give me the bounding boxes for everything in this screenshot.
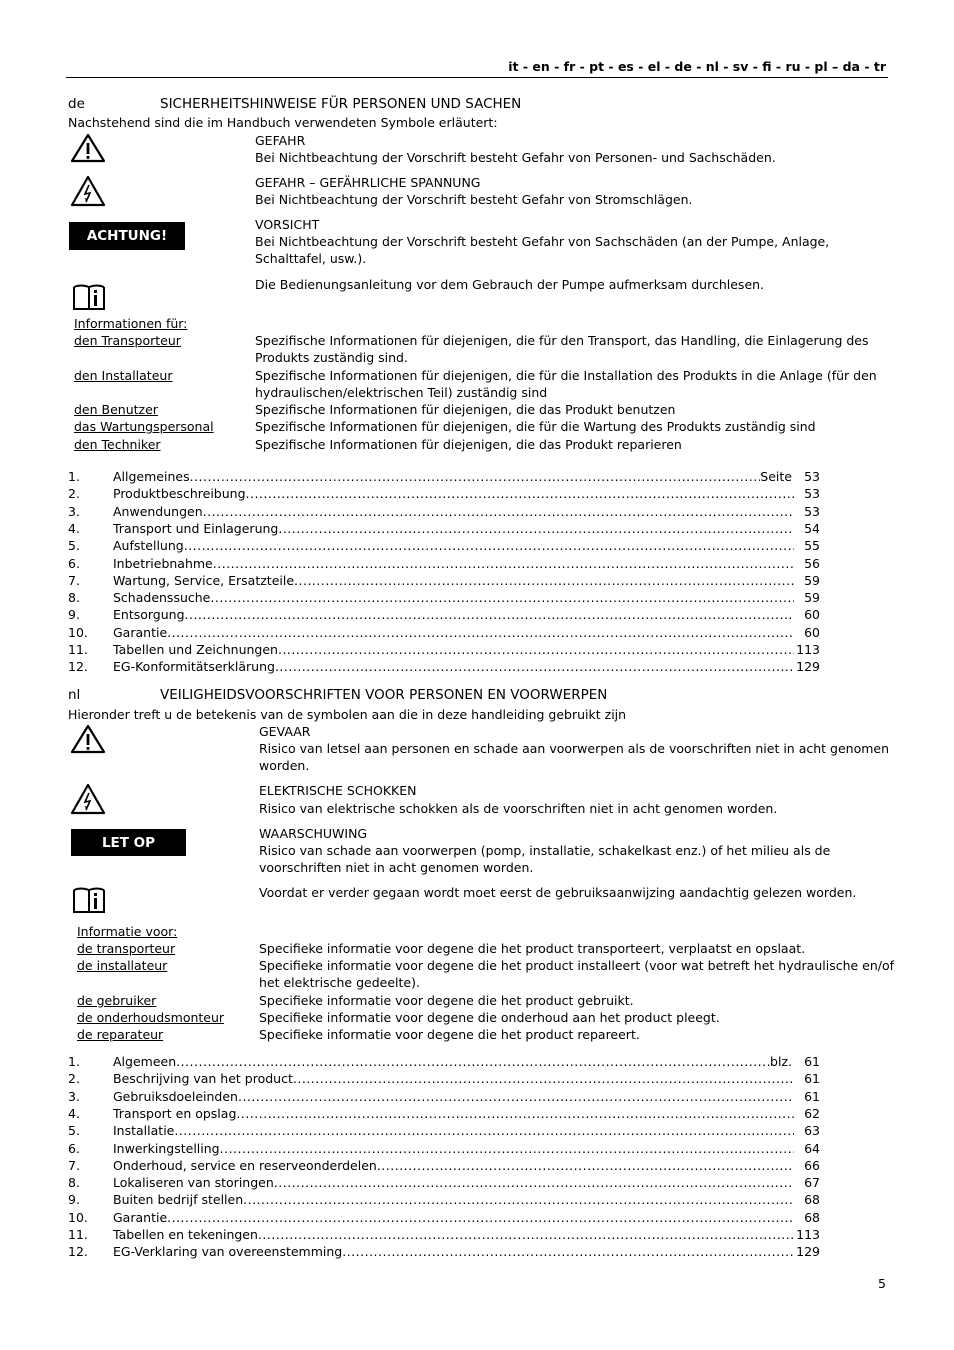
toc-line — [113, 468, 820, 485]
symbol-title: VORSICHT — [255, 217, 320, 232]
info-label: de transporteur — [77, 941, 176, 956]
info-label: den Techniker — [74, 437, 161, 452]
toc-leader-dots — [278, 520, 794, 537]
toc-line — [113, 1226, 820, 1243]
toc-line — [113, 572, 820, 589]
let-op-warning-box: LET OP — [71, 829, 186, 856]
section-intro-nl: Hieronder treft u de betekenis van de symbolen aan die in deze handleiding gebruikt zijn — [68, 707, 627, 722]
toc-page-number: 129 — [796, 1244, 820, 1260]
toc-label: Inbetriebnahme — [113, 555, 213, 571]
toc-line — [113, 1157, 820, 1174]
toc-line — [113, 624, 820, 641]
toc-leader-dots — [176, 1053, 770, 1070]
toc-row — [68, 503, 820, 520]
toc-leader-dots — [275, 658, 794, 675]
toc-row — [68, 1140, 820, 1157]
toc-row — [68, 1122, 820, 1139]
toc-label: Schadenssuche — [113, 590, 211, 606]
toc-leader-dots — [258, 1226, 794, 1243]
toc-row — [68, 1174, 820, 1191]
toc-label: Gebruiksdoeleinden — [113, 1088, 238, 1104]
toc-label: Tabellen und Zeichnungen — [113, 642, 278, 657]
toc-page-number: 56 — [804, 555, 820, 571]
toc-leader-dots — [190, 468, 761, 485]
toc-number: 4. — [68, 1105, 80, 1121]
toc-row — [68, 1157, 820, 1174]
toc-leader-dots — [213, 555, 794, 572]
toc-leader-dots — [210, 589, 794, 606]
toc-line — [113, 1140, 820, 1157]
toc-leader-dots — [294, 572, 794, 589]
info-text: Spezifische Informationen für diejenigen, die das Produkt reparieren — [255, 437, 682, 452]
toc-row — [68, 1070, 820, 1087]
toc-row — [68, 1243, 820, 1260]
toc-row — [68, 468, 820, 485]
toc-label: Aufstellung — [113, 538, 184, 554]
info-text: Specifieke informatie voor degene die het product gebruikt. — [259, 993, 634, 1008]
toc-number: 8. — [68, 1175, 80, 1191]
toc-number: 2. — [68, 486, 80, 502]
toc-leader-dots — [238, 1088, 794, 1105]
section-title-de: SICHERHEITSHINWEISE FÜR PERSONEN UND SACHEN — [160, 96, 522, 112]
section-code-nl: nl — [68, 687, 81, 703]
toc-page-number: 62 — [804, 1105, 820, 1121]
symbol-text: Risico van schade aan voorwerpen (pomp, installatie, schakelkast enz.) of het milieu als de — [259, 843, 831, 858]
symbol-text: Schalttafel, usw.). — [255, 251, 367, 266]
toc-label: Entsorgung — [113, 607, 185, 623]
toc-leader-dots — [243, 1191, 794, 1208]
info-label: den Benutzer — [74, 402, 158, 417]
toc-page-number: 55 — [804, 538, 820, 554]
header-rule — [66, 77, 888, 78]
toc-row — [68, 537, 820, 554]
toc-line — [113, 537, 820, 554]
toc-page-word: blz. — [770, 1054, 792, 1069]
toc-label: Allgemeines — [113, 469, 190, 484]
toc-line — [113, 485, 820, 502]
toc-row — [68, 572, 820, 589]
info-text: Spezifische Informationen für diejenigen, die für die Wartung des Produkts zuständig sind — [255, 419, 816, 434]
toc-page-word: Seite — [760, 469, 792, 484]
toc-row — [68, 1209, 820, 1226]
info-text: hydraulischen/elektrischen Teil) zuständig sind — [255, 385, 548, 400]
toc-page-number: 60 — [804, 607, 820, 623]
toc-number: 3. — [68, 503, 80, 519]
toc-leader-dots — [185, 606, 794, 623]
info-label: den Transporteur — [74, 333, 181, 348]
info-label: de reparateur — [77, 1027, 164, 1042]
toc-number: 10. — [68, 624, 88, 640]
toc-leader-dots — [236, 1105, 794, 1122]
toc-line — [113, 1174, 820, 1191]
toc-page-number: 54 — [804, 520, 820, 536]
toc-row — [68, 589, 820, 606]
symbol-text: Bei Nichtbeachtung der Vorschrift besteht Gefahr von Sachschäden (an der Pumpe, Anlage, — [255, 234, 830, 249]
toc-label: Wartung, Service, Ersatzteile — [113, 572, 295, 588]
info-text: Produkts zuständig sind. — [255, 350, 408, 365]
toc-label: Installatie — [113, 1123, 175, 1139]
toc-label: Anwendungen — [113, 503, 203, 519]
toc-line — [113, 1070, 820, 1087]
manual-info-icon — [72, 283, 106, 311]
achtung-warning-box: ACHTUNG! — [69, 222, 185, 250]
toc-line — [113, 555, 820, 572]
toc-row — [68, 555, 820, 572]
toc-line — [113, 1209, 820, 1226]
toc-page-number: 53 — [804, 503, 820, 519]
toc-page-number: 61 — [804, 1071, 820, 1087]
toc-page-number: 53 — [804, 486, 820, 502]
info-text: Spezifische Informationen für diejenigen, die für den Transport, das Handling, die Einlagerung des — [255, 333, 869, 348]
toc-number: 1. — [68, 469, 80, 484]
toc-label: Beschrijving van het product — [113, 1071, 293, 1087]
toc-label: Algemeen — [113, 1054, 177, 1069]
warning-triangle-icon — [70, 724, 106, 754]
toc-line — [113, 503, 820, 520]
toc-label: Transport en opslag — [113, 1105, 237, 1121]
toc-number: 12. — [68, 659, 88, 675]
symbol-text: worden. — [259, 758, 310, 773]
section-intro-de: Nachstehend sind die im Handbuch verwendeten Symbole erläutert: — [68, 115, 498, 130]
info-label: de onderhoudsmonteur — [77, 1010, 225, 1025]
toc-number: 6. — [68, 1140, 80, 1156]
page-number: 5 — [878, 1276, 886, 1291]
toc-number: 6. — [68, 555, 80, 571]
toc-row — [68, 606, 820, 623]
toc-label: Produktbeschreibung — [113, 486, 246, 502]
manual-info-icon — [72, 886, 106, 914]
toc-number: 9. — [68, 607, 80, 623]
toc-row — [68, 485, 820, 502]
toc-page-number: 68 — [804, 1192, 820, 1208]
symbol-text: Bei Nichtbeachtung der Vorschrift besteht Gefahr von Personen- und Sachschäden. — [255, 150, 776, 165]
toc-line — [113, 1053, 820, 1070]
info-text: Spezifische Informationen für diejenigen, die für die Installation des Produkts in die Anlage (für den — [255, 368, 877, 383]
toc-row — [68, 624, 820, 641]
toc-label: Garantie — [113, 1209, 168, 1225]
toc-leader-dots — [342, 1243, 794, 1260]
info-text: het elektrische gedeelte). — [259, 975, 420, 990]
toc-label: Buiten bedrijf stellen — [113, 1192, 244, 1208]
toc-page-number: 67 — [804, 1175, 820, 1191]
toc-number: 2. — [68, 1071, 80, 1087]
electric-hazard-icon — [70, 783, 106, 815]
toc-label: EG-Verklaring van overeenstemming — [113, 1244, 343, 1260]
info-text: Specifieke informatie voor degene die onderhoud aan het product pleegt. — [259, 1010, 720, 1025]
toc-number: 12. — [68, 1244, 88, 1260]
manual-note: Die Bedienungsanleitung vor dem Gebrauch der Pumpe aufmerksam durchlesen. — [255, 277, 765, 292]
toc-page-number: 61 — [804, 1054, 820, 1069]
info-label: de gebruiker — [77, 993, 157, 1008]
symbol-title: ELEKTRISCHE SCHOKKEN — [259, 783, 417, 798]
toc-row — [68, 1226, 820, 1243]
language-list: it - en - fr - pt - es - el - de - nl - sv - fi - ru - pl – da - tr — [508, 59, 886, 74]
toc-number: 5. — [68, 1123, 80, 1139]
toc-line — [113, 658, 820, 675]
toc-page-number: 59 — [804, 572, 820, 588]
toc-row — [68, 641, 820, 658]
toc-leader-dots — [274, 1174, 794, 1191]
toc-leader-dots — [377, 1157, 794, 1174]
toc-page-number: 60 — [804, 624, 820, 640]
toc-number: 4. — [68, 520, 80, 536]
symbol-text: Bei Nichtbeachtung der Vorschrift besteht Gefahr von Stromschlägen. — [255, 192, 693, 207]
toc-page-number: 59 — [804, 590, 820, 606]
toc-page-number: 68 — [804, 1209, 820, 1225]
toc-leader-dots — [167, 1209, 794, 1226]
toc-row — [68, 1191, 820, 1208]
toc-line — [113, 589, 820, 606]
toc-leader-dots — [220, 1140, 794, 1157]
toc-leader-dots — [184, 537, 794, 554]
symbol-text: Risico van elektrische schokken als de voorschriften niet in acht genomen worden. — [259, 801, 778, 816]
toc-line — [113, 1105, 820, 1122]
symbol-title: GEVAAR — [259, 724, 311, 739]
symbol-title: GEFAHR — [255, 133, 306, 148]
toc-label: EG-Konformitätserklärung — [113, 659, 275, 675]
toc-line — [113, 641, 820, 658]
toc-row — [68, 658, 820, 675]
toc-row — [68, 1105, 820, 1122]
toc-number: 11. — [68, 642, 88, 657]
toc-page-number: 53 — [804, 469, 820, 484]
info-text: Specifieke informatie voor degene die het product installeert (voor wat betreft het hydraulische en/of — [259, 958, 895, 973]
toc-page-number: 113 — [796, 642, 820, 657]
toc-label: Onderhoud, service en reserveonderdelen — [113, 1157, 377, 1173]
symbol-text: voorschriften niet in acht genomen worden. — [259, 860, 534, 875]
toc-row — [68, 1088, 820, 1105]
manual-note: Voordat er verder gegaan wordt moet eerst de gebruiksaanwijzing aandachtig gelezen worden. — [259, 885, 857, 900]
toc-leader-dots — [174, 1122, 794, 1139]
toc-label: Transport und Einlagerung — [113, 520, 279, 536]
section-title-nl: VEILIGHEIDSVOORSCHRIFTEN VOOR PERSONEN EN VOORWERPEN — [160, 687, 608, 703]
toc-number: 7. — [68, 572, 80, 588]
toc-number: 8. — [68, 590, 80, 606]
toc-label: Tabellen en tekeningen — [113, 1227, 258, 1242]
info-text: Spezifische Informationen für diejenigen, die das Produkt benutzen — [255, 402, 676, 417]
toc-number: 9. — [68, 1192, 80, 1208]
info-heading: Informationen für: — [74, 316, 188, 331]
toc-number: 10. — [68, 1209, 88, 1225]
info-label: de installateur — [77, 958, 168, 973]
symbol-title: WAARSCHUWING — [259, 826, 368, 841]
toc-line — [113, 1088, 820, 1105]
toc-page-number: 64 — [804, 1140, 820, 1156]
toc-row — [68, 520, 820, 537]
toc-page-number: 129 — [796, 659, 820, 675]
toc-line — [113, 1122, 820, 1139]
toc-line — [113, 1191, 820, 1208]
toc-leader-dots — [293, 1070, 794, 1087]
toc-page-number: 66 — [804, 1157, 820, 1173]
toc-leader-dots — [203, 503, 794, 520]
info-label: das Wartungspersonal — [74, 419, 214, 434]
toc-number: 11. — [68, 1227, 88, 1242]
info-text: Specifieke informatie voor degene die het product transporteert, verplaatst en opslaat. — [259, 941, 806, 956]
toc-leader-dots — [167, 624, 794, 641]
warning-triangle-icon — [70, 133, 106, 163]
symbol-title: GEFAHR – GEFÄHRLICHE SPANNUNG — [255, 175, 481, 190]
info-heading: Informatie voor: — [77, 924, 178, 939]
toc-line — [113, 520, 820, 537]
toc-number: 1. — [68, 1054, 80, 1069]
electric-hazard-icon — [70, 175, 106, 207]
info-text: Specifieke informatie voor degene die het product repareert. — [259, 1027, 640, 1042]
toc-label: Garantie — [113, 624, 168, 640]
toc-page-number: 63 — [804, 1123, 820, 1139]
toc-leader-dots — [278, 641, 794, 658]
toc-row — [68, 1053, 820, 1070]
toc-leader-dots — [246, 485, 794, 502]
info-label: den Installateur — [74, 368, 173, 383]
toc-label: Lokaliseren van storingen — [113, 1175, 274, 1191]
toc-page-number: 61 — [804, 1088, 820, 1104]
section-code-de: de — [68, 96, 85, 112]
toc-number: 5. — [68, 538, 80, 554]
symbol-text: Risico van letsel aan personen en schade aan voorwerpen als de voorschriften niet in acht genomen — [259, 741, 890, 756]
toc-number: 7. — [68, 1157, 80, 1173]
toc-page-number: 113 — [796, 1227, 820, 1242]
toc-number: 3. — [68, 1088, 80, 1104]
toc-label: Inwerkingstelling — [113, 1140, 220, 1156]
toc-line — [113, 1243, 820, 1260]
toc-line — [113, 606, 820, 623]
